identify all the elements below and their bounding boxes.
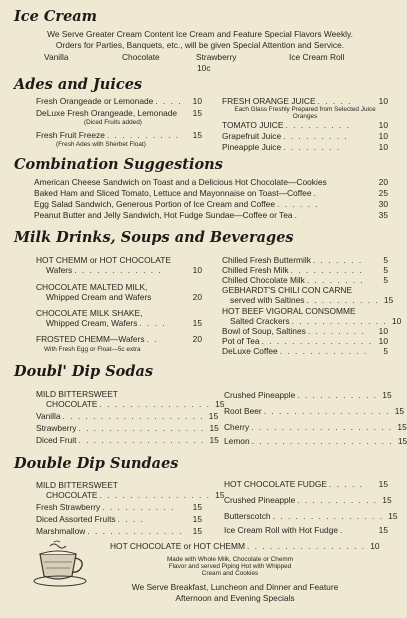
menu-item: DeLuxe Coffee . . . . . . . . . . . . 5	[222, 346, 388, 356]
ades-heading: Ades and Juices	[14, 76, 143, 93]
menu-item: Wafers . . . . . . . . . . . . 10	[46, 265, 202, 275]
ice-cream-line1: We Serve Greater Cream Content Ice Cream and Feature Special Flavors Weekly.	[47, 29, 353, 39]
menu-item: Salted Crackers . . . . . . . . . . . . . 10	[230, 316, 402, 326]
menu-item: HOT CHOCOLATE or HOT CHEMM . . . . . . . . . . . . . . . . 10	[110, 541, 380, 551]
menu-item: Ice Cream Roll with Hot Fudge . 15	[224, 525, 388, 535]
footer-note: Made with Whole Milk, Chocolate or Chemm	[166, 556, 294, 563]
item-name: GEBHARDT'S CHILI CON CARNE	[222, 285, 353, 295]
ice-cream-line2: Orders for Parties, Banquets, etc., will be given Special Attention and Service.	[55, 40, 345, 50]
footer-serve-line2: Afternoon and Evening Specials	[175, 593, 295, 603]
ice-cream-price: 10c	[197, 63, 211, 73]
menu-item: served with Saltines . . . . . . . . . . 15	[230, 295, 394, 305]
flavor-item: Strawberry	[196, 52, 237, 62]
item-name: MILD BITTERSWEET	[36, 389, 118, 399]
menu-item: Cherry . . . . . . . . . . . . . . . . . . . 15	[224, 422, 407, 432]
menu-item: Whipped Cream, Wafers . . . . 15	[46, 318, 202, 328]
menu-item: Pineapple Juice . . . . . . . . 10	[222, 142, 388, 152]
menu-item: Lemon . . . . . . . . . . . . . . . . . . . 15	[224, 436, 407, 446]
menu-item: CHOCOLATE . . . . . . . . . . . . . . . 15	[46, 399, 225, 409]
item-note: With Fresh Egg or Float—5c extra	[44, 346, 141, 353]
footer-note: Flavor and served Piping Hot with Whipped	[168, 563, 292, 570]
menu-item: Whipped Cream and Wafers 20	[46, 292, 202, 302]
item-note: (Fresh Ades with Sherbet Float)	[56, 141, 146, 148]
menu-item: FROSTED CHEMM—Wafers . . 20	[36, 334, 202, 344]
flavor-item: Vanilla	[44, 52, 69, 62]
menu-item: Chilled Fresh Milk . . . . . . . . . . 5	[222, 265, 388, 275]
item-note: Each Glass Freshly Prepared from Selected Juice Oranges	[234, 106, 376, 120]
item-name: HOT CHEMM or HOT CHOCOLATE	[36, 255, 171, 265]
item-name: MILD BITTERSWEET	[36, 480, 118, 490]
menu-item: Bowl of Soup, Saltines . . . . . . . . 10	[222, 326, 388, 336]
menu-item: FRESH ORANGE JUICE . . . . . 10	[222, 96, 388, 106]
menu-item: TOMATO JUICE . . . . . . . . . 10	[222, 120, 388, 130]
menu-item: Strawberry . . . . . . . . . . . . . . . . . 15	[36, 423, 219, 433]
menu-item: Diced Assorted Fruits . . . . 15	[36, 514, 202, 524]
menu-item: Crushed Pineapple . . . . . . . . . . . 15	[224, 495, 392, 505]
menu-item: Chilled Chocolate Milk . . . . . . . . 5	[222, 275, 388, 285]
menu-item: Egg Salad Sandwich, Generous Portion of Ice Cream and Coffee . . . . . . 30	[34, 199, 388, 209]
menu-item: Fresh Strawberry . . . . . . . . . . 15	[36, 502, 202, 512]
menu-item: American Cheese Sandwich on Toast and a Delicious Hot Chocolate—Cookies 20	[34, 177, 388, 187]
sodas-heading: Doubl' Dip Sodas	[14, 363, 154, 380]
menu-item: Vanilla . . . . . . . . . . . . . . . . . . . 15	[36, 411, 219, 421]
footer-note: Cream and Cookies	[201, 570, 259, 577]
menu-item: Fresh Orangeade or Lemonade . . . . 10	[36, 96, 202, 106]
cup-icon	[32, 540, 92, 593]
sundaes-heading: Double Dip Sundaes	[14, 455, 179, 472]
milk-heading: Milk Drinks, Soups and Beverages	[14, 229, 294, 246]
item-name: CHOCOLATE MILK SHAKE,	[36, 308, 143, 318]
footer-serve-line1: We Serve Breakfast, Luncheon and Dinner and Feature	[131, 582, 339, 592]
menu-item: Root Beer . . . . . . . . . . . . . . . . . 15	[224, 406, 405, 416]
flavor-item: Chocolate	[122, 52, 160, 62]
menu-item: Crushed Pineapple . . . . . . . . . . . 15	[224, 390, 392, 400]
item-name: CHOCOLATE MALTED MILK,	[36, 282, 148, 292]
menu-item: CHOCOLATE . . . . . . . . . . . . . . . 15	[46, 490, 225, 500]
menu-item: Marshmallow . . . . . . . . . . . . . 15	[36, 526, 202, 536]
combo-heading: Combination Suggestions	[14, 156, 223, 173]
menu-item: Chilled Fresh Buttermilk . . . . . . . 5	[222, 255, 388, 265]
menu-item: Grapefruit Juice . . . . . . . . . 10	[222, 131, 388, 141]
menu-item: Butterscotch . . . . . . . . . . . . . . . 15	[224, 511, 398, 521]
item-note: (Diced Fruits added)	[84, 119, 142, 126]
menu-item: Diced Fruit . . . . . . . . . . . . . . . . . 15	[36, 435, 219, 445]
flavor-item: Ice Cream Roll	[289, 52, 345, 62]
ice-cream-heading: Ice Cream	[14, 8, 98, 25]
menu-item: Peanut Butter and Jelly Sandwich, Hot Fudge Sundae—Coffee or Tea . 35	[34, 210, 388, 220]
menu-item: HOT CHOCOLATE FUDGE . . . . . 15	[224, 479, 388, 489]
menu-item: Fresh Fruit Freeze . . . . . . . . . . 15	[36, 130, 202, 140]
menu-item: Baked Ham and Sliced Tomato, Lettuce and Mayonnaise on Toast—Coffee . 25	[34, 188, 388, 198]
item-name: HOT BEEF VIGORAL CONSOMME	[222, 306, 356, 316]
menu-item: Pot of Tea . . . . . . . . . . . . . . . 10	[222, 336, 388, 346]
menu-item: DeLuxe Fresh Orangeade, Lemonade 15	[36, 108, 202, 118]
